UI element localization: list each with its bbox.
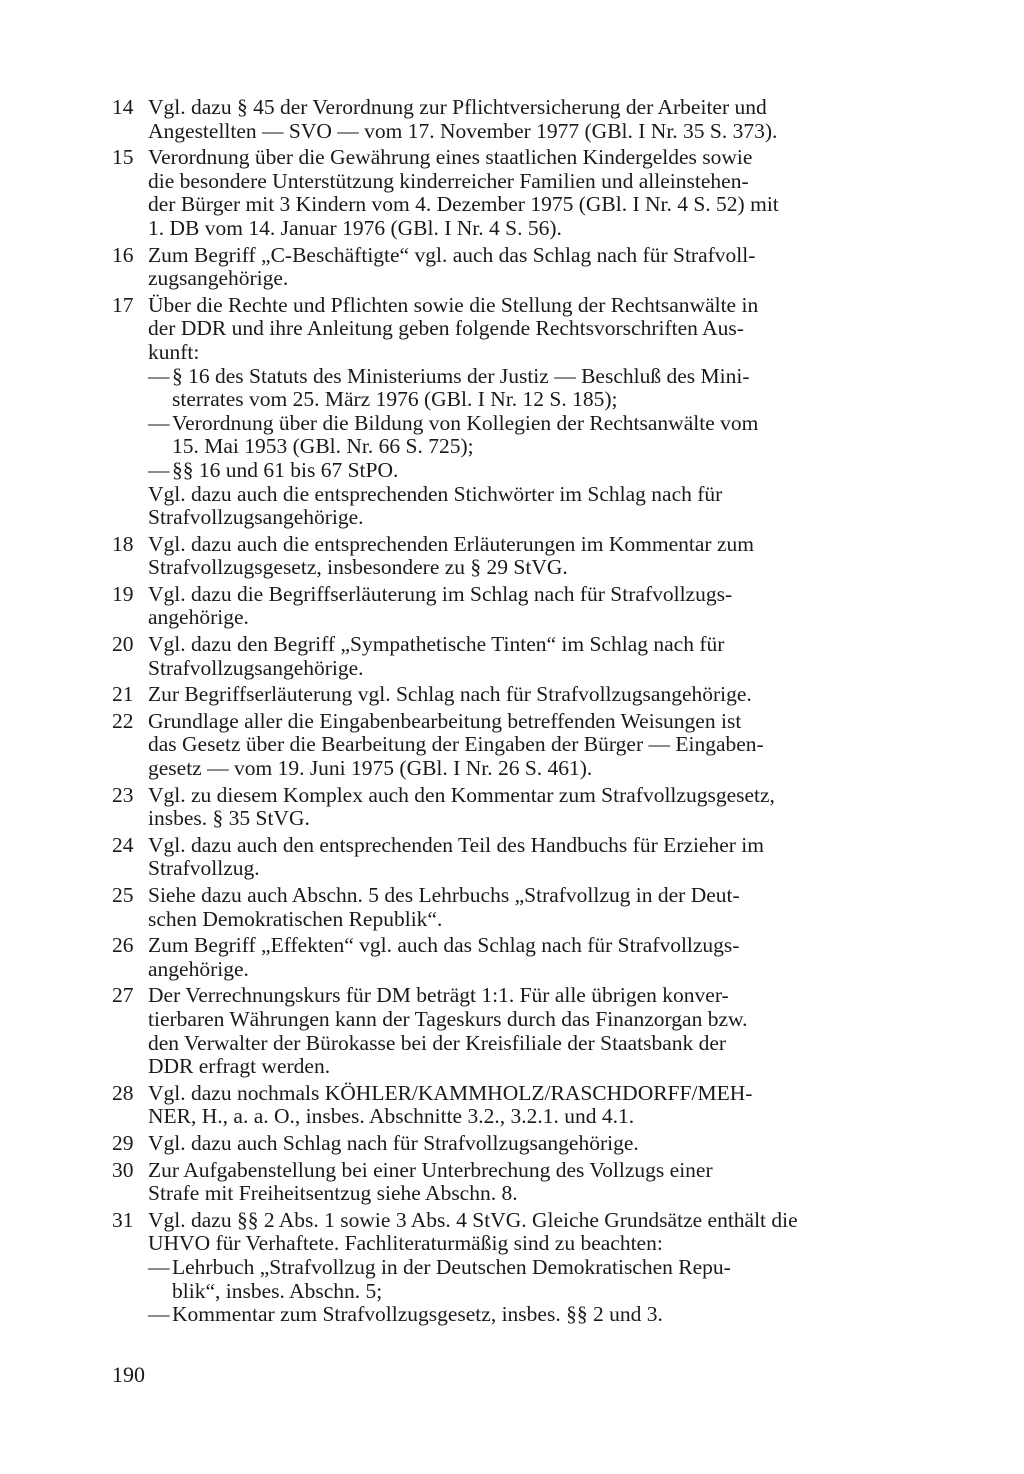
footnote xyxy=(112,633,912,680)
dash-item-text xyxy=(172,1256,731,1303)
footnote-line: Der Verrechnungskurs für DM beträgt 1:1. Für alle übrigen konver- xyxy=(148,983,729,1008)
dash-list-item xyxy=(148,365,912,412)
dash-bullet: — xyxy=(148,363,170,388)
footnote-line: zugsangehörige. xyxy=(148,266,289,291)
footnote xyxy=(112,984,912,1078)
footnote-line: 1. DB vom 14. Januar 1976 (GBl. I Nr. 4 S. 56). xyxy=(148,215,562,240)
footnote-line: Strafvollzugsangehörige. xyxy=(148,655,364,680)
footnote-text xyxy=(148,146,912,240)
footnote xyxy=(112,1209,912,1327)
footnote-text xyxy=(148,294,912,530)
footnotes-list xyxy=(112,96,912,1330)
footnote-line: Vgl. dazu auch Schlag nach für Strafvollzugsangehörige. xyxy=(148,1130,639,1155)
footnote-text xyxy=(148,1209,912,1327)
footnote-number: 29 xyxy=(112,1130,134,1155)
dash-item-text xyxy=(172,459,398,483)
footnote-text xyxy=(148,710,912,781)
footnote-line: Strafvollzugsangehörige. xyxy=(148,505,364,530)
footnote-number: 22 xyxy=(112,708,134,733)
footnote-line: Verordnung über die Gewährung eines staatlichen Kindergeldes sowie xyxy=(148,145,753,170)
footnote-line: DDR erfragt werden. xyxy=(148,1054,331,1079)
footnote-text xyxy=(148,1159,912,1206)
footnote-line: Strafvollzugsgesetz, insbesondere zu § 29 StVG. xyxy=(148,555,568,580)
footnote-number: 27 xyxy=(112,983,134,1008)
footnote-text xyxy=(148,533,912,580)
footnote-number: 17 xyxy=(112,292,134,317)
dash-bullet: — xyxy=(148,457,170,482)
footnote xyxy=(112,683,912,707)
footnote-line: Strafe mit Freiheitsentzug siehe Abschn. 8. xyxy=(148,1181,518,1206)
footnote-line: kunft: xyxy=(148,339,200,364)
footnote-line: Vgl. dazu auch die entsprechenden Erläuterungen im Kommentar zum xyxy=(148,531,754,556)
footnote-line: Zum Begriff „C-Beschäftigte“ vgl. auch das Schlag nach für Strafvoll- xyxy=(148,242,756,267)
footnote-line: die besondere Unterstützung kinderreicher Familien und alleinstehen- xyxy=(148,168,749,193)
footnote-text xyxy=(148,583,912,630)
footnote xyxy=(112,96,912,143)
footnote-number: 31 xyxy=(112,1207,134,1232)
footnote-line: Vgl. dazu §§ 2 Abs. 1 sowie 3 Abs. 4 StVG. Gleiche Grundsätze enthält die xyxy=(148,1207,798,1232)
footnote-number: 26 xyxy=(112,933,134,958)
footnote-line: insbes. § 35 StVG. xyxy=(148,806,310,831)
page-number: 190 xyxy=(112,1362,145,1387)
footnote-line: den Verwalter der Bürokasse bei der Kreisfiliale der Staatsbank der xyxy=(148,1030,727,1055)
footnote-number: 18 xyxy=(112,531,134,556)
footnote-line: schen Demokratischen Republik“. xyxy=(148,906,443,931)
footnote-line: Vgl. dazu § 45 der Verordnung zur Pflichtversicherung der Arbeiter und xyxy=(148,95,767,119)
footnote-line: Über die Rechte und Pflichten sowie die Stellung der Rechtsanwälte in xyxy=(148,292,759,317)
footnote-line: der Bürger mit 3 Kindern vom 4. Dezember 1975 (GBl. I Nr. 4 S. 52) mit xyxy=(148,192,779,217)
dash-list-item xyxy=(148,1303,912,1327)
footnote-text xyxy=(148,96,912,143)
footnote xyxy=(112,583,912,630)
footnote-line: der DDR und ihre Anleitung geben folgende Rechtsvorschriften Aus- xyxy=(148,316,744,341)
footnote xyxy=(112,884,912,931)
footnote-number: 23 xyxy=(112,782,134,807)
footnote xyxy=(112,784,912,831)
footnote-line: Siehe dazu auch Abschn. 5 des Lehrbuchs „Strafvollzug in der Deut- xyxy=(148,883,740,907)
footnote-text xyxy=(148,784,912,831)
footnote-line: Zum Begriff „Effekten“ vgl. auch das Schlag nach für Strafvollzugs- xyxy=(148,933,740,958)
dash-list-item xyxy=(148,412,912,459)
dash-item-line: Verordnung über die Bildung von Kollegien der Rechtsanwälte vom xyxy=(172,410,759,435)
footnote xyxy=(112,710,912,781)
footnote xyxy=(112,294,912,530)
footnote-line: angehörige. xyxy=(148,956,249,981)
footnote-line: gesetz — vom 19. Juni 1975 (GBl. I Nr. 26 S. 461). xyxy=(148,756,593,781)
footnote-number: 21 xyxy=(112,682,134,707)
footnote-line: Vgl. dazu auch den entsprechenden Teil des Handbuchs für Erzieher im xyxy=(148,832,764,857)
dash-item-line: blik“, insbes. Abschn. 5; xyxy=(172,1278,383,1303)
footnote-text xyxy=(148,1132,912,1156)
dash-item-line: §§ 16 und 61 bis 67 StPO. xyxy=(172,457,399,482)
footnote-line: Vgl. dazu auch die entsprechenden Stichwörter im Schlag nach für xyxy=(148,481,723,506)
footnote-line: UHVO für Verhaftete. Fachliteraturmäßig sind zu beachten: xyxy=(148,1231,663,1256)
footnote-number: 16 xyxy=(112,242,134,267)
footnote-text xyxy=(148,984,912,1078)
footnote xyxy=(112,244,912,291)
footnote-line: Zur Aufgabenstellung bei einer Unterbrechung des Vollzugs einer xyxy=(148,1157,713,1182)
dash-item-text xyxy=(172,1303,663,1327)
footnote xyxy=(112,1159,912,1206)
dash-bullet: — xyxy=(148,410,170,435)
footnote xyxy=(112,834,912,881)
footnote-text xyxy=(148,683,912,707)
footnote xyxy=(112,1082,912,1129)
footnote-line: Strafvollzug. xyxy=(148,856,260,881)
dash-item-text xyxy=(172,412,758,459)
footnote-line: angehörige. xyxy=(148,605,249,630)
footnote-line: NER, H., a. a. O., insbes. Abschnitte 3.2., 3.2.1. und 4.1. xyxy=(148,1104,635,1129)
footnote-number: 24 xyxy=(112,832,134,857)
dash-item-line: § 16 des Statuts des Ministeriums der Justiz — Beschluß des Mini- xyxy=(172,363,750,388)
dash-item-line: Lehrbuch „Strafvollzug in der Deutschen Demokratischen Repu- xyxy=(172,1254,731,1279)
footnote-number: 20 xyxy=(112,632,134,657)
footnote-text xyxy=(148,1082,912,1129)
footnote-number: 25 xyxy=(112,883,134,907)
footnote-text xyxy=(148,934,912,981)
footnote-line: Vgl. zu diesem Komplex auch den Kommentar zum Strafvollzugsgesetz, xyxy=(148,782,775,807)
footnote-line: Angestellten — SVO — vom 17. November 1977 (GBl. I Nr. 35 S. 373). xyxy=(148,118,778,143)
footnote-number: 28 xyxy=(112,1080,134,1105)
footnote-line: Grundlage aller die Eingabenbearbeitung betreffenden Weisungen ist xyxy=(148,708,742,733)
footnote-text xyxy=(148,244,912,291)
footnote-text xyxy=(148,884,912,931)
dash-item-text xyxy=(172,365,749,412)
footnote-line: Vgl. dazu den Begriff „Sympathetische Tinten“ im Schlag nach für xyxy=(148,632,725,657)
footnote-text xyxy=(148,834,912,881)
footnote-number: 15 xyxy=(112,145,134,170)
dash-list-item xyxy=(148,1256,912,1303)
footnote-number: 19 xyxy=(112,581,134,606)
footnote xyxy=(112,934,912,981)
footnote-line: tierbaren Währungen kann der Tageskurs durch das Finanzorgan bzw. xyxy=(148,1006,748,1031)
footnote-line: das Gesetz über die Bearbeitung der Eingaben der Bürger — Eingaben- xyxy=(148,732,764,757)
footnote-line: Zur Begriffserläuterung vgl. Schlag nach für Strafvollzugsangehörige. xyxy=(148,682,752,707)
dash-list-item xyxy=(148,459,912,483)
dash-bullet: — xyxy=(148,1302,170,1327)
footnote xyxy=(112,533,912,580)
dash-item-line: Kommentar zum Strafvollzugsgesetz, insbes. §§ 2 und 3. xyxy=(172,1302,663,1327)
footnote-line: Vgl. dazu die Begriffserläuterung im Schlag nach für Strafvollzugs- xyxy=(148,581,733,606)
dash-item-line: 15. Mai 1953 (GBl. Nr. 66 S. 725); xyxy=(172,434,474,459)
footnote-number: 14 xyxy=(112,95,134,119)
footnote xyxy=(112,1132,912,1156)
footnote-text xyxy=(148,633,912,680)
dash-item-line: sterrates vom 25. März 1976 (GBl. I Nr. 12 S. 185); xyxy=(172,387,618,412)
footnote-number: 30 xyxy=(112,1157,134,1182)
dash-bullet: — xyxy=(148,1254,170,1279)
footnote xyxy=(112,146,912,240)
footnote-line: Vgl. dazu nochmals KÖHLER/KAMMHOLZ/RASCHDORFF/MEH- xyxy=(148,1080,753,1105)
